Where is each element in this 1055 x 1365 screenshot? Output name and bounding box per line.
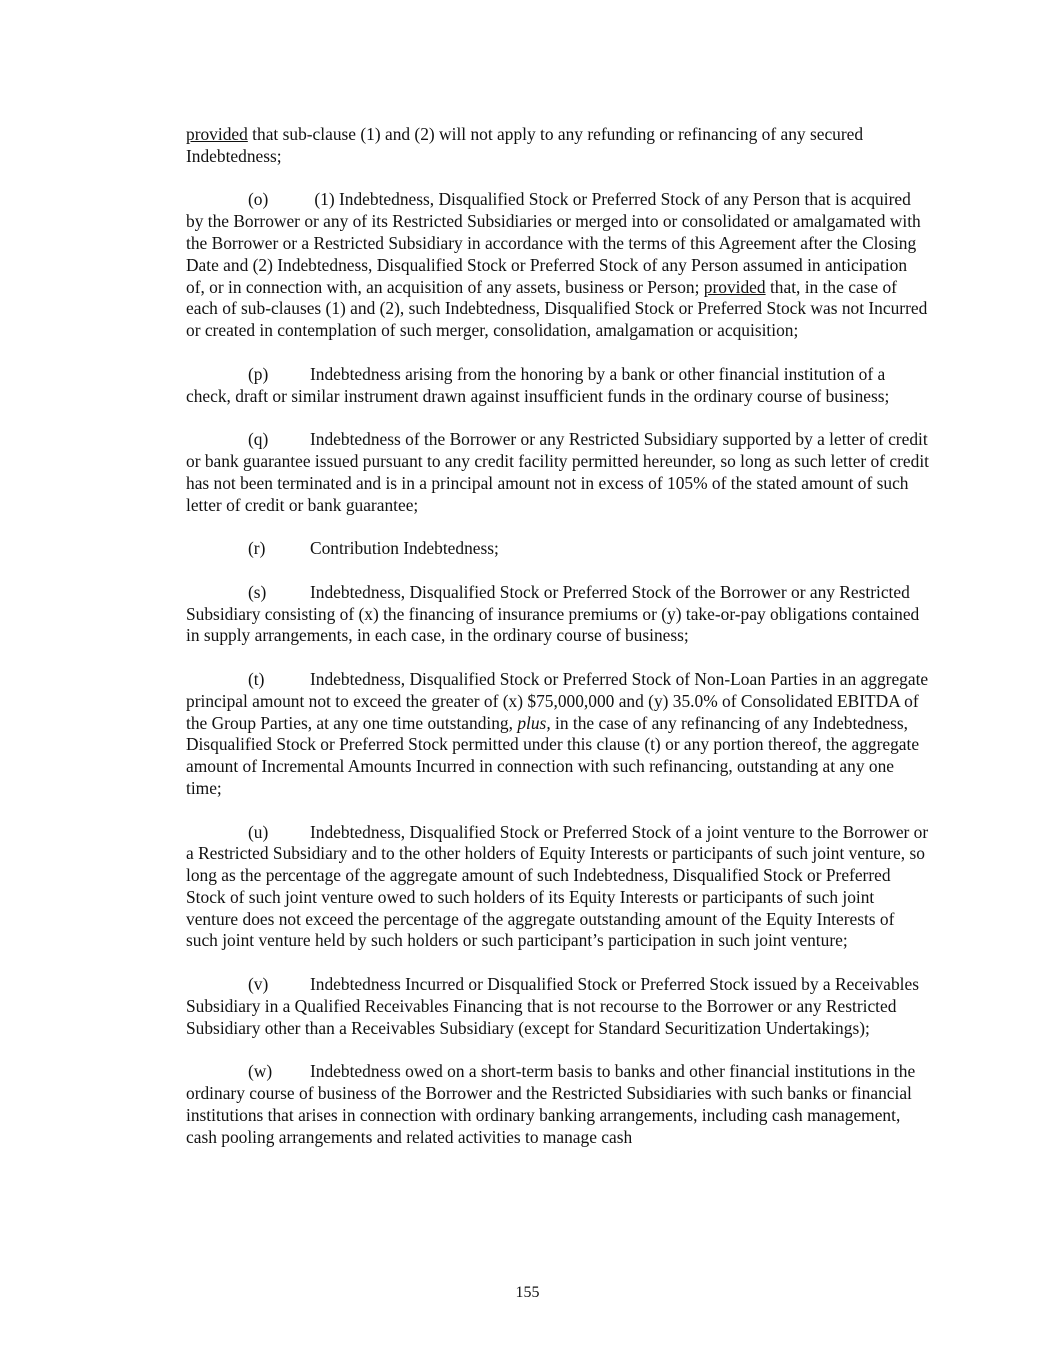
italic-term: plus, [517, 712, 551, 733]
page-number: 155 [515, 1284, 540, 1301]
clause-text: Indebtedness, Disqualified Stock or Preferred Stock of Non-Loan Parties in an aggregate principal amount not to exceed the greater of (x) $75,000,000 and (y) 35.0% of Consolidated EBITDA of the Group Parties, at any one time outstanding, [186, 668, 929, 733]
underlined-term: provided [703, 276, 766, 297]
clause-text: (1) Indebtedness, Disqualified Stock or Preferred Stock of any Person that is acquired by the Borrower or any of its Restricted Subsidiaries or merged into or consolidated or amalgamated with the Borrower or a Restricted Subsidiary in accordance with the terms of this Agreement after the Closing Date and (2) Indebtedness, Disqualified Stock or Preferred Stock of any Person assumed in anticipation of, or in connection with, an acquisition of any assets, business or Person; [186, 189, 921, 297]
clause-text: in the case of any refinancing of any Indebtedness, Disqualified Stock or Preferred Stock permitted under this clause (t) or any portion thereof, the aggregate amount of Incremental Amounts Incurred in connection with such refinancing, outstanding at any one time; [186, 712, 920, 798]
document-body [186, 124, 930, 1170]
clause-paragraph-w [186, 1061, 930, 1148]
clause-marker: (v) [248, 974, 269, 995]
clause-marker: (p) [248, 363, 269, 384]
clause-paragraph-o [186, 189, 930, 342]
clause-marker: (s) [248, 581, 267, 602]
clause-marker: (w) [248, 1061, 273, 1082]
clause-text: that, in the case of each of sub-clauses (1) and (2), such Indebtedness, Disqualified Stock or Preferred Stock was not Incurred or created in contemplation of such merger, consolidation, amalgamation or acquisition; [186, 276, 928, 341]
clause-paragraph-s [186, 582, 930, 647]
clause-text: Indebtedness Incurred or Disqualified Stock or Preferred Stock issued by a Receivables Subsidiary in a Qualified Receivables Financing that is not recourse to the Borrower or any Restricted Subsidiary other than a Receivables Subsidiary (except for Standard Securitization Undertakings); [186, 974, 919, 1038]
clause-paragraph-q [186, 429, 930, 516]
clause-paragraph-v [186, 974, 930, 1039]
clause-text: Indebtedness, Disqualified Stock or Preferred Stock of the Borrower or any Restricted Subsidiary consisting of (x) the financing of insurance premiums or (y) take-or-pay obligations contained in supply arrangements, in each case, in the ordinary course of business; [186, 581, 920, 646]
clause-paragraph-n-cont [186, 124, 930, 168]
clause-marker: (t) [248, 668, 265, 689]
clause-text: Indebtedness of the Borrower or any Restricted Subsidiary supported by a letter of credit or bank guarantee issued pursuant to any credit facility permitted hereunder, so long as such letter of credit has not been terminated and is in a principal amount not in excess of 105% of the stated amount of such letter of credit or bank guarantee; [186, 429, 929, 515]
clause-paragraph-r [186, 538, 930, 560]
underlined-term: provided [186, 124, 248, 144]
clause-paragraph-t [186, 669, 930, 800]
clause-text: that sub-clause (1) and (2) will not apply to any refunding or refinancing of any secured Indebtedness; [186, 124, 864, 166]
clause-marker: (u) [248, 821, 269, 842]
clause-paragraph-p [186, 364, 930, 408]
clause-marker: (o) [248, 189, 269, 210]
clause-text: Indebtedness owed on a short-term basis to banks and other financial institutions in the ordinary course of business of the Borrower and the Restricted Subsidiaries with such banks or financial institutions that arises in connection with ordinary banking arrangements, including cash management, cash pooling arrangements and related activities to manage cash [186, 1061, 916, 1147]
clause-text: Indebtedness arising from the honoring by a bank or other financial institution of a check, draft or similar instrument drawn against insufficient funds in the ordinary course of business; [186, 363, 890, 406]
clause-marker: (r) [248, 538, 266, 559]
clause-marker: (q) [248, 429, 269, 450]
clause-text: Indebtedness, Disqualified Stock or Preferred Stock of a joint venture to the Borrower or a Restricted Subsidiary and to the other holders of Equity Interests or participants of such joint venture, so long as the percentage of the aggregate amount of such Indebtedness, Disqualified Stock or Preferred Stock of such joint venture owed to such holders of its Equity Interests or participants of such joint venture does not exceed the percentage of the aggregate outstanding amount of the Equity Interests of such joint venture held by such holders or such participant’s participation in such joint venture; [186, 821, 929, 951]
clause-text: Contribution Indebtedness; [310, 538, 499, 559]
clause-paragraph-u [186, 822, 930, 953]
paragraph-list [186, 124, 930, 1148]
